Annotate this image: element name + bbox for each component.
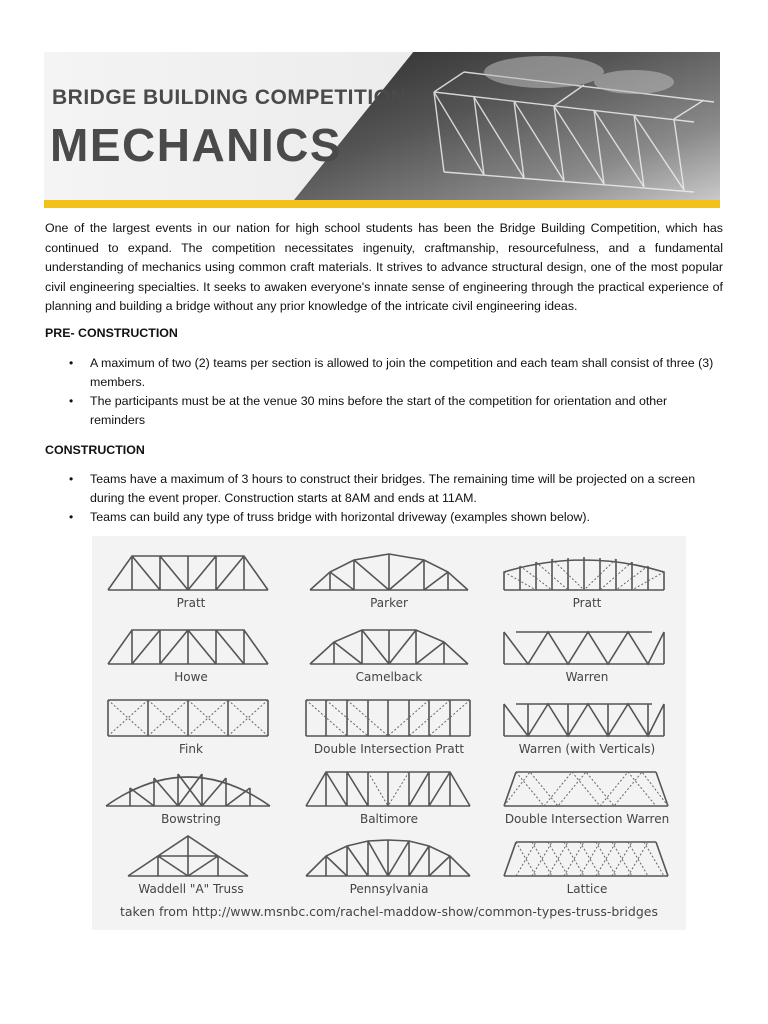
truss-caption: Pratt bbox=[176, 596, 206, 610]
bowstring-truss-icon bbox=[92, 762, 290, 814]
truss-double-intersection-warren bbox=[488, 758, 686, 832]
truss-caption: Waddell "A" Truss bbox=[138, 882, 244, 896]
truss-caption: Warren bbox=[565, 670, 609, 684]
baltimore-truss-icon bbox=[290, 762, 488, 814]
truss-camelback bbox=[290, 616, 488, 690]
truss-caption: Warren (with Verticals) bbox=[518, 742, 656, 756]
truss-pennsylvania bbox=[290, 828, 488, 902]
banner-accent-stripe bbox=[44, 200, 720, 208]
truss-caption: Camelback bbox=[355, 670, 423, 684]
bullet-icon: • bbox=[69, 356, 74, 370]
truss-pratt bbox=[92, 542, 290, 616]
bullet-icon: • bbox=[69, 472, 74, 486]
truss-waddell-a bbox=[92, 828, 290, 902]
list-item: • Teams can build any type of truss bridge with horizontal driveway (examples shown below). bbox=[45, 508, 723, 527]
parker-truss-icon bbox=[290, 546, 488, 598]
truss-caption: Pennsylvania bbox=[349, 882, 429, 896]
bullet-icon: • bbox=[69, 510, 74, 524]
list-item: • Teams have a maximum of 3 hours to construct their bridges. The remaining time will be projected on a screen during the event proper. Construction starts at 8AM and ends at 11AM. bbox=[69, 472, 696, 505]
warren-verticals-truss-icon bbox=[488, 692, 686, 744]
truss-double-intersection-pratt bbox=[290, 688, 488, 762]
header-banner bbox=[44, 52, 720, 208]
truss-warren-verticals bbox=[488, 688, 686, 762]
howe-truss-icon bbox=[92, 620, 290, 672]
camelback-truss-icon bbox=[290, 620, 488, 672]
bridge-model-illustration bbox=[294, 52, 720, 200]
figure-credit: taken from http://www.msnbc.com/rachel-maddow-show/common-types-truss-bridges bbox=[120, 904, 658, 919]
pre-construction-heading: PRE- CONSTRUCTION bbox=[45, 326, 178, 340]
list-item: • The participants must be at the venue 30 mins before the start of the competition for orientation and other reminders bbox=[69, 394, 668, 427]
intro-paragraph: One of the largest events in our nation for high school students has been the Bridge Building Competition, which has continued to expand. The competition necessitates ingenuity, craftmanship, resourcefulness, and a fundamental understanding of mechanics using common craft materials. It strives to advance structural design, one of the most popular civil engineering specialties. It seeks to awaken everyone's innate sense of engineering through the practical experience of planning and building a bridge without any prior knowledge of the intricate civil engineering ideas. bbox=[45, 221, 723, 314]
list-item: • A maximum of two (2) teams per section is allowed to join the competition and each team shall consist of three (3) members. bbox=[69, 356, 714, 389]
pre-construction-list bbox=[45, 354, 723, 430]
truss-caption: Pratt bbox=[572, 596, 602, 610]
banner-kicker: BRIDGE BUILDING COMPETITION bbox=[52, 86, 407, 109]
banner-photo bbox=[294, 52, 720, 200]
truss-caption: Howe bbox=[174, 670, 208, 684]
pratt-truss-icon bbox=[92, 546, 290, 598]
page-title: MECHANICS bbox=[50, 119, 343, 171]
fink-truss-icon bbox=[92, 692, 290, 744]
truss-parker bbox=[290, 542, 488, 616]
double-intersection-warren-truss-icon bbox=[488, 762, 686, 814]
pennsylvania-truss-icon bbox=[290, 832, 488, 884]
double-intersection-pratt-truss-icon bbox=[290, 692, 488, 744]
pratt-curved-truss-icon bbox=[488, 546, 686, 598]
truss-caption: Fink bbox=[179, 742, 203, 756]
truss-pratt-curved bbox=[488, 542, 686, 616]
construction-heading: CONSTRUCTION bbox=[45, 443, 145, 457]
truss-bowstring bbox=[92, 758, 290, 832]
truss-caption: Lattice bbox=[566, 882, 608, 896]
warren-truss-icon bbox=[488, 620, 686, 672]
truss-howe bbox=[92, 616, 290, 690]
truss-types-figure bbox=[92, 536, 686, 930]
truss-caption: Double Intersection Pratt bbox=[313, 742, 465, 756]
waddell-a-truss-icon bbox=[92, 832, 290, 884]
truss-baltimore bbox=[290, 758, 488, 832]
truss-lattice bbox=[488, 828, 686, 902]
truss-caption: Bowstring bbox=[161, 812, 221, 826]
bullet-icon: • bbox=[69, 394, 74, 408]
lattice-truss-icon bbox=[488, 832, 686, 884]
truss-caption: Parker bbox=[370, 596, 408, 610]
truss-warren bbox=[488, 616, 686, 690]
truss-fink bbox=[92, 688, 290, 762]
truss-caption: Baltimore bbox=[359, 812, 419, 826]
truss-caption: Double Intersection Warren bbox=[504, 812, 670, 826]
construction-list bbox=[45, 470, 723, 527]
